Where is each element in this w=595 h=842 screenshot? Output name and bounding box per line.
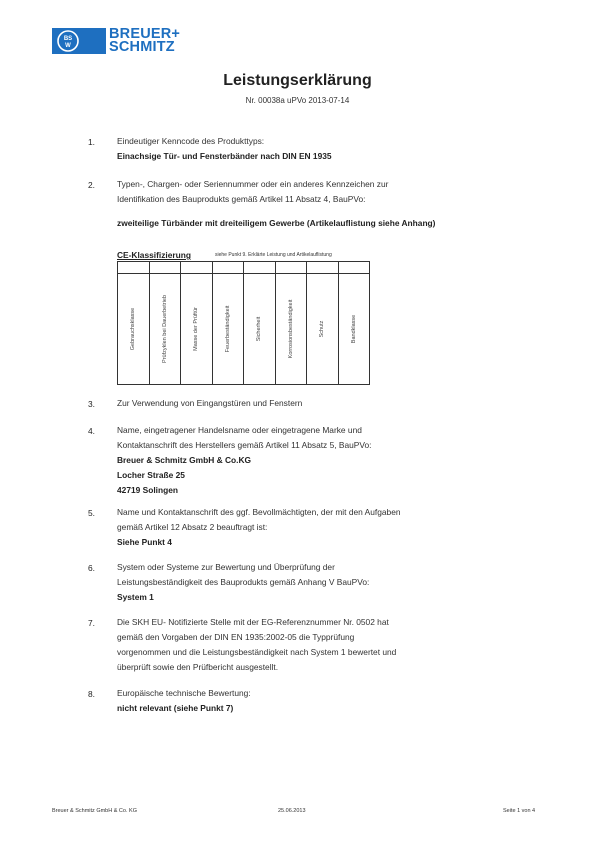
item-value: nicht relevant (siehe Punkt 7): [117, 703, 234, 713]
logo-wordmark: [109, 28, 180, 54]
table-cell: [244, 274, 276, 385]
item-line: Identifikation des Bauprodukts gemäß Artikel 11 Absatz 4, BauPVo:: [117, 194, 366, 204]
item-value: Einachsige Tür- und Fensterbänder nach DIN EN 1935: [117, 151, 332, 161]
table-cell: [181, 274, 213, 385]
page-title: Leistungserklärung: [223, 72, 372, 89]
item-line: Kontaktanschrift des Herstellers gemäß Artikel 11 Absatz 5, BauPVo:: [117, 440, 372, 450]
item-line: Name und Kontaktanschrift des ggf. Bevollmächtigten, der mit den Aufgaben: [117, 507, 401, 517]
table-cell: [338, 262, 370, 274]
item-line: System oder Systeme zur Bewertung und Überprüfung der: [117, 562, 335, 572]
footer-date: 25.06.2013: [278, 808, 306, 814]
table-cell: [149, 274, 181, 385]
item-number: 7.: [88, 618, 95, 628]
item-line: Europäische technische Bewertung:: [117, 688, 251, 698]
item-5-text: [117, 505, 401, 550]
item-value: System 1: [117, 592, 154, 602]
item-number: 2.: [88, 180, 95, 190]
table-cell: [149, 262, 181, 274]
item-value: Siehe Punkt 4: [117, 537, 172, 547]
item-number: 8.: [88, 689, 95, 699]
table-cell: [338, 274, 370, 385]
table-cell: [244, 262, 276, 274]
table-row: [118, 262, 370, 274]
item-line: vorgenommen und die Leistungsbeständigkeit nach System 1 bewertet und: [117, 647, 397, 657]
column-label: Sicherheit: [256, 316, 263, 342]
document-number: Nr. 00038a uPVo 2013-07-14: [245, 96, 350, 105]
table-cell: [275, 262, 307, 274]
item-value: zweiteilige Türbänder mit dreiteiligem Gewerbe (Artikelauflistung siehe Anhang): [117, 218, 436, 228]
table-cell: [307, 262, 339, 274]
logo-line1: BREUER+: [109, 26, 181, 42]
column-label: Bandklasse: [350, 314, 357, 344]
item-2-text: [117, 177, 388, 207]
table-cell: [181, 262, 213, 274]
ce-classification-note: siehe Punkt 9. Erklärte Leistung und Artikelauflistung: [215, 252, 332, 258]
item-value: Locher Straße 25: [117, 470, 185, 480]
item-number: 6.: [88, 563, 95, 573]
footer-company: Breuer & Schmitz GmbH & Co. KG: [52, 808, 137, 814]
table-row: [118, 274, 370, 385]
item-1-text: [117, 134, 332, 164]
item-line: überprüft sowie den Prüfbericht ausgestellt.: [117, 662, 279, 672]
item-line: Eindeutiger Kenncode des Produkttyps:: [117, 136, 265, 146]
item-number: 1.: [88, 137, 95, 147]
footer-page-number: Seite 1 von 4: [503, 808, 536, 814]
bsw-emblem-icon: [52, 28, 106, 54]
ce-classification-heading: CE-Klassifizierung: [117, 250, 191, 260]
table-cell: [212, 274, 244, 385]
item-4-text: [117, 423, 371, 498]
item-6-text: [117, 560, 369, 605]
table-cell: [212, 262, 244, 274]
item-number: 5.: [88, 508, 95, 518]
item-line: Zur Verwendung von Eingangstüren und Fenstern: [117, 398, 303, 408]
item-7-text: [117, 615, 396, 675]
svg-text:BS: BS: [63, 36, 73, 42]
item-2-value: [117, 216, 435, 231]
table-cell: [307, 274, 339, 385]
column-label: Masse der Prüftür: [193, 307, 200, 351]
column-label: Schutz: [319, 320, 326, 338]
item-number: 4.: [88, 426, 95, 436]
table-cell: [118, 274, 150, 385]
table-cell: [275, 274, 307, 385]
item-value: Breuer & Schmitz GmbH & Co.KG: [117, 455, 252, 465]
column-label: Feuerbeständigkeit: [224, 305, 231, 353]
item-number: 3.: [88, 399, 95, 409]
item-line: Leistungsbeständigkeit des Bauprodukts gemäß Anhang V BauPVo:: [117, 577, 370, 587]
item-line: Die SKH EU- Notifizierte Stelle mit der EG-Referenznummer Nr. 0502 hat: [117, 617, 389, 627]
item-value: 42719 Solingen: [117, 485, 178, 495]
item-line: Name, eingetragener Handelsname oder eingetragene Marke und: [117, 425, 362, 435]
table-cell: [118, 262, 150, 274]
company-logo: [52, 28, 180, 54]
ce-classification-table: [117, 261, 370, 385]
item-8-text: [117, 686, 251, 716]
column-label: Gebrauchsklasse: [130, 307, 137, 351]
column-label: Korrosionsbeständigkeit: [287, 299, 294, 359]
logo-line2: SCHMITZ: [109, 39, 175, 55]
item-line: gemäß den Vorgaben der DIN EN 1935:2002-05 die Typprüfung: [117, 632, 355, 642]
column-label: Prüfzyklen bei Dauerbetrieb: [161, 295, 168, 363]
item-line: gemäß Artikel 12 Absatz 2 beauftragt ist:: [117, 522, 268, 532]
item-line: Typen-, Chargen- oder Seriennummer oder ein anderes Kennzeichen zur: [117, 179, 389, 189]
svg-text:W: W: [65, 43, 71, 49]
item-3-text: [117, 396, 302, 411]
